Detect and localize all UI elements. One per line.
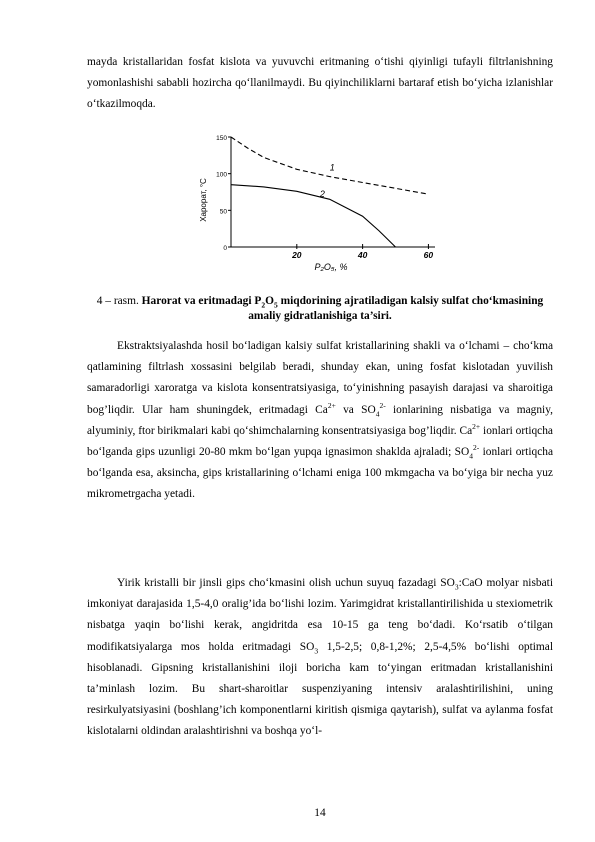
- page-number: 14: [314, 807, 326, 819]
- y-tick-label: 50: [219, 208, 227, 216]
- y-tick-label: 150: [216, 135, 227, 142]
- figure-chart: [195, 130, 445, 280]
- x-axis-label: P₂O₅, %: [314, 262, 348, 272]
- figure-title: Harorat va eritmadagi $P_2O_5$ miqdorining ajratiladigan kalsiy sulfat cho‘kmasining amaliy gidratlanishiga ta’siri.: [141, 295, 544, 322]
- paragraph-intro: [87, 52, 553, 116]
- y-tick-group: [216, 135, 231, 252]
- x-tick-label: 40: [357, 250, 368, 260]
- figure-number: 4 – rasm.: [96, 295, 139, 307]
- y-tick-label: 100: [216, 171, 227, 179]
- x-tick-group: [291, 244, 433, 260]
- x-tick-label: 20: [292, 250, 302, 260]
- paragraph-extraction: Ekstraktsiyalashda hosil bo‘ladigan kalsiy sulfat kristallarining shakli va o‘lchami – cho‘kma qatlamining filtrlash xossasini belgilab beradi, shunday ekan, uning fosfat kislotadan yuvilish samaradorligi xaroratga va kislota konsentratsiyasiga, to‘yinishning pasayish darajasi va sharoitiga bog’liqdir. Ular ham shuningdek, eritmadagi $Ca^{2+}$ va $SO_4^{2-}$ ionlarining nisbatiga va magniy, alyuminiy, ftor birikmalari kabi qo‘shimchalarning konsentratsiyasiga bog’liqdir. $Ca^{2+}$ ionlari ortiqcha bo‘lganda gips uzunligi 20-80 mkm bo‘lgan yupqa ignasimon shaklda ajraladi; $SO_4^{2-}$ ionlari ortiqcha bo‘lganda esa, aksincha, gips kristallarining o‘lchami eniga 100 mkmgacha va bo‘yiga bir necha yuz mikrometrgacha yetadi.: [87, 340, 554, 501]
- chart-axes: [231, 137, 435, 247]
- series-group: [231, 137, 428, 247]
- series-label-1: 1: [329, 162, 335, 173]
- series-label-2: 2: [319, 189, 325, 200]
- series-line-2: [231, 185, 396, 247]
- paragraph-intro-text: mayda kristallaridan fosfat kislota va yuvuvchi eritmaning o‘tishi qiyinligi tufayli filtrlanishning yomonlashishi sababli hozircha qo‘llanilmaydi. Bu qiyinchiliklarni bartaraf etish bo‘yicha izlanishlar o‘tkazilmoqda.: [87, 56, 553, 111]
- figure-caption: [87, 294, 553, 324]
- y-axis-label: Харорат, °C: [199, 178, 208, 222]
- paragraph-gypsum: Yirik kristalli bir jinsli gips cho‘kmasini olish uchun suyuq fazadagi $SO_3:CaO$ molyar nisbati imkoniyat darajasida 1,5-4,0 oralig’ida bo‘lishi lozim. Yarimgidrat kristallantirilishida u stexiometrik nisbatga yaqin bo‘lishi kerak, angidritda esa 10-15 ga teng bo‘dadi. Ko‘rsatib o‘tilgan modifikatsiyalarga mos holda eritmadagi $SO_3$ 1,5-2,5; 0,8-1,2%; 2,5-4,5% bo‘lishi optimal hisoblanadi. Gipsning kristallanishini iloji boricha kam to‘yingan eritmadan kristallanishini ta’minlash lozim. Bu shart-sharoitlar suspenziyaning intensiv aralashtirilishini, uning resirkulyatsiyasini (boshlang’ich komponentlarni kiritish qismiga qaytarish), sulfat va aylanma fosfat kislotalarni oldindan aralashtirishni va boshqa yo‘l-: [87, 577, 553, 738]
- x-tick-label: 60: [423, 250, 434, 260]
- y-tick-label: 0: [223, 245, 227, 252]
